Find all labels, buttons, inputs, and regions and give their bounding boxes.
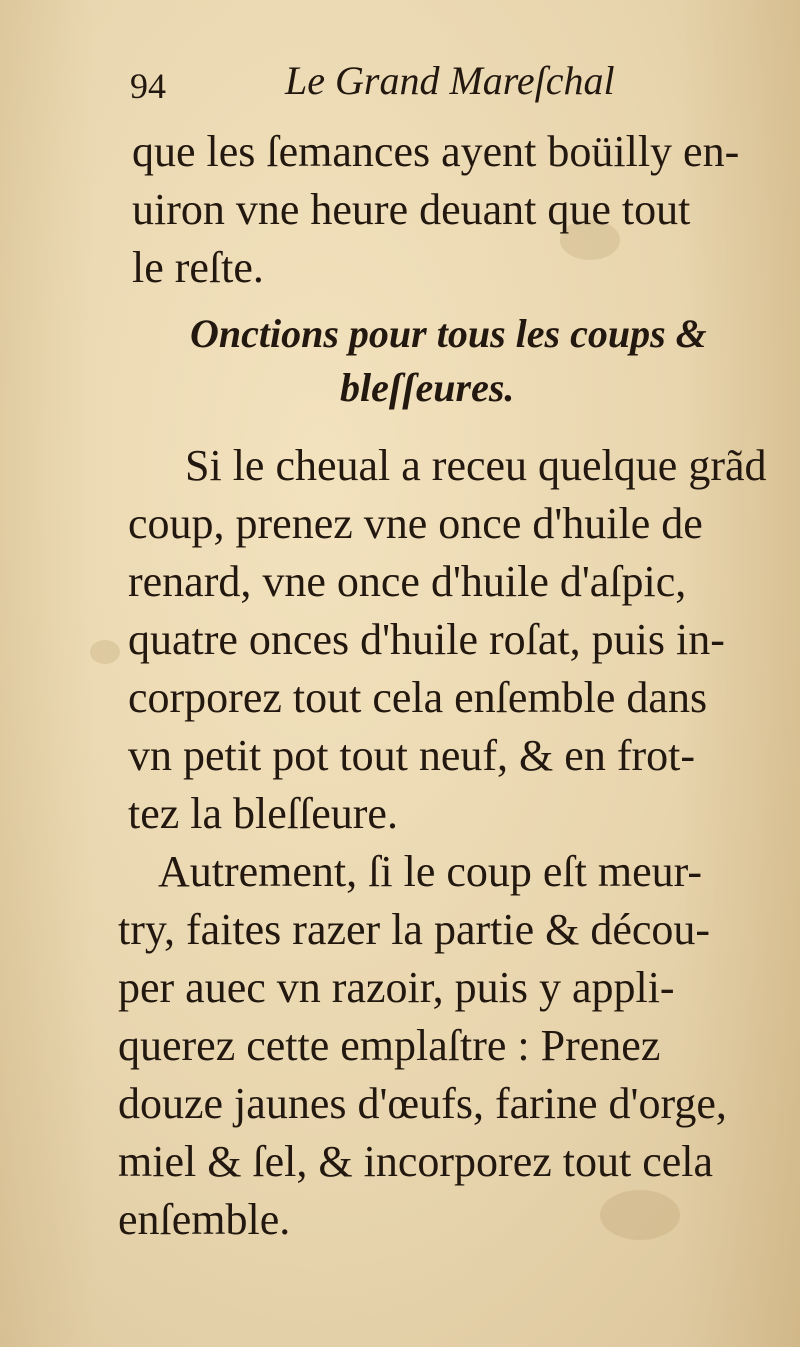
foxing-spot: [600, 1190, 680, 1240]
foxing-spot: [90, 640, 120, 664]
section-heading: bleſſeures.: [340, 365, 515, 410]
text-line: que les ſemances ayent boüilly en-: [132, 127, 740, 176]
text-line: Si le cheual a receu quelque grãd: [185, 441, 767, 490]
text-line: per auec vn razoir, puis y appli-: [118, 963, 675, 1012]
text-line: miel & ſel, & incorporez tout cela: [118, 1137, 714, 1186]
text-line: Autrement, ſi le coup eſt meur-: [158, 847, 703, 896]
text-line: coup, prenez vne once d'huile de: [128, 499, 703, 548]
text-line: le reſte.: [132, 243, 264, 292]
text-line: querez cette emplaſtre : Prenez: [118, 1021, 661, 1070]
section-heading: Onctions pour tous les coups &: [190, 311, 707, 356]
text-line: try, faites razer la partie & décou-: [118, 905, 711, 954]
text-line: douze jaunes d'œufs, farine d'orge,: [118, 1079, 727, 1128]
page-number: 94: [130, 66, 166, 106]
text-line: uiron vne heure deuant que tout: [132, 185, 691, 234]
page-header: [130, 55, 750, 115]
text-line: corporez tout cela enſemble dans: [128, 673, 708, 722]
running-title: Le Grand Mareſchal: [285, 58, 615, 103]
text-line: tez la bleſſeure.: [128, 789, 398, 838]
text-line: vn petit pot tout neuf, & en frot-: [128, 731, 695, 780]
text-line: renard, vne once d'huile d'aſpic,: [128, 557, 687, 606]
text-line: enſemble.: [118, 1195, 291, 1244]
text-line: quatre onces d'huile roſat, puis in-: [128, 615, 725, 664]
